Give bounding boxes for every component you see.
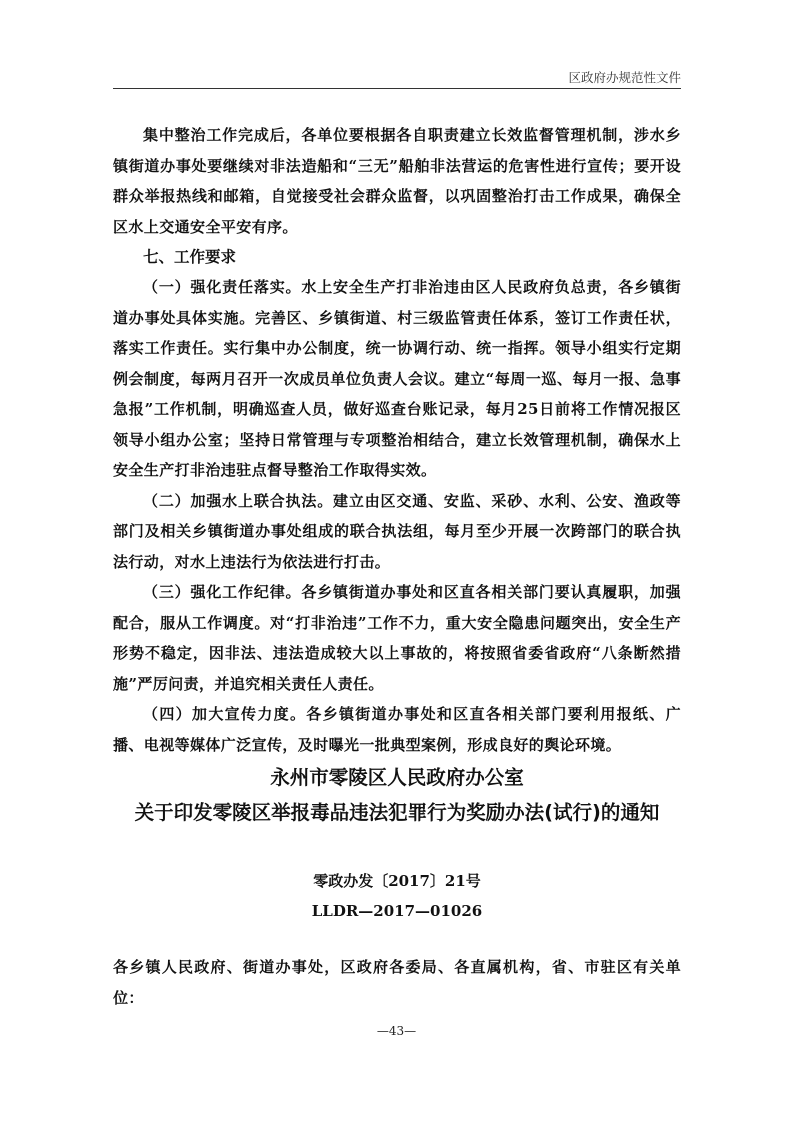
addressee: 各乡镇人民政府、街道办事处，区政府各委局、各直属机构，省、市驻区有关单位：	[113, 958, 681, 1007]
paragraph-3: （三）强化工作纪律。各乡镇街道办事处和区直各相关部门要认真履职，加强配合，服从工作调度。对“打非治违”工作不力，重大安全隐患问题突出，安全生产形势不稳定，因非法、违法造成较大以上事故的，将按照省委省政府“八条断然措施”严厉问责，并追究相关责任人责任。	[113, 583, 681, 693]
page-number: —43—	[376, 1024, 417, 1038]
document-number-block	[113, 866, 681, 926]
document-code: LLDR—2017—01026	[311, 902, 483, 920]
paragraph-1: （一）强化责任落实。水上安全生产打非治违由区人民政府负总责，各乡镇街道办事处具体实施。完善区、乡镇街道、村三级监管责任体系，签订工作责任状，落实工作责任。实行集中办公制度，统一协调行动、统一指挥。领导小组实行定期例会制度，每两月召开一次成员单位负责人会议。建立“每周一巡、每月一报、急事急报”工作机制，明确巡查人员，做好巡查台账记录，每月25日前将工作情况报区领导小组办公室；坚持日常管理与专项整治相结合，建立长效管理机制，确保水上安全生产打非治违驻点督导整治工作取得实效。	[113, 278, 681, 479]
paragraph-2: （二）加强水上联合执法。建立由区交通、安监、采砂、水利、公安、渔政等部门及相关乡镇街道办事处组成的联合执法组，每月至少开展一次跨部门的联合执法行动，对水上违法行为依法进行打击。	[113, 491, 681, 571]
notice-title-line2: 关于印发零陵区举报毒品违法犯罪行为奖励办法(试行)的通知	[134, 801, 660, 824]
header-text: 区政府办规范性文件	[568, 70, 681, 85]
section-heading: 七、工作要求	[143, 247, 237, 266]
page-header	[113, 66, 681, 89]
notice-title-line1: 永州市零陵区人民政府办公室	[270, 766, 524, 789]
paragraph-4: （四）加大宣传力度。各乡镇街道办事处和区直各相关部门要利用报纸、广播、电视等媒体广泛宣传，及时曝光一批典型案例，形成良好的舆论环境。	[113, 705, 681, 754]
paragraph-intro: 集中整治工作完成后，各单位要根据各自职责建立长效监督管理机制，涉水乡镇街道办事处要继续对非法造船和“三无”船舶非法营运的危害性进行宣传；要开设群众举报热线和邮箱，自觉接受社会群众监督，以巩固整治打击工作成果，确保全区水上交通安全平安有序。	[113, 126, 681, 236]
notice-title-block	[113, 760, 681, 830]
document-number: 零政办发〔2017〕21号	[313, 872, 481, 890]
document-body	[113, 120, 681, 760]
